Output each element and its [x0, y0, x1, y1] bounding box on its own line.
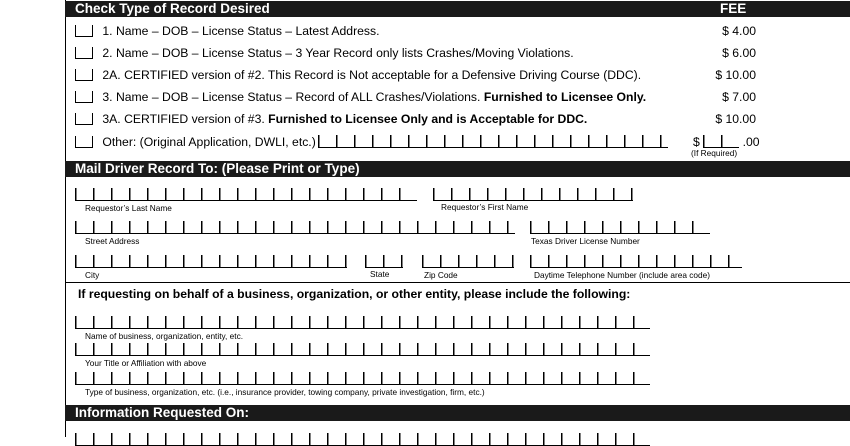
city-field[interactable]	[75, 255, 347, 268]
driver-license-label: Texas Driver License Number	[531, 236, 640, 246]
record-option-2a: 2A. CERTIFIED version of #2. This Record is Not acceptable for a Defensive Driving Course (DDC).	[75, 68, 641, 82]
record-option-3a-checkbox[interactable]	[75, 113, 93, 125]
record-option-other-checkbox[interactable]	[75, 136, 93, 148]
info-requested-title: Information Requested On:	[75, 405, 250, 420]
other-description-field[interactable]	[318, 135, 668, 148]
record-option-2a-fee: $ 10.00	[715, 68, 756, 82]
record-option-1-fee: $ 4.00	[722, 24, 756, 38]
record-option-3a-fee: $ 10.00	[715, 112, 756, 126]
phone-number-label: Daytime Telephone Number (include area code)	[534, 270, 711, 280]
first-name-label: Requestor’s First Name	[441, 202, 529, 212]
info-requested-field[interactable]	[75, 433, 650, 446]
business-type-label: Type of business, organization, etc. (i.e., insurance provider, towing company, private investigation, firm, etc.)	[85, 387, 485, 397]
other-label: Other: (Original Application, DWLI, etc.)	[102, 135, 316, 149]
last-name-field[interactable]	[75, 188, 417, 201]
street-address-field[interactable]	[75, 221, 515, 234]
record-option-2-checkbox[interactable]	[75, 47, 93, 59]
record-option-3: 3. Name – DOB – License Status – Record of ALL Crashes/Violations. Furnished to Licensee Only.	[75, 90, 646, 104]
business-note: If requesting on behalf of a business, organization, or other entity, please include the following:	[78, 287, 631, 301]
record-option-3-fee: $ 7.00	[722, 90, 756, 104]
info-requested-header	[65, 405, 850, 421]
title-affiliation-field[interactable]	[75, 343, 650, 356]
first-name-field[interactable]	[433, 188, 633, 201]
driver-license-field[interactable]	[530, 221, 710, 234]
business-name-field[interactable]	[75, 316, 650, 329]
other-fee-field[interactable]	[703, 135, 739, 148]
other-fee: $ .00	[693, 135, 760, 149]
record-option-3a: 3A. CERTIFIED version of #3. Furnished to Licensee Only and is Acceptable for DDC.	[75, 112, 587, 126]
street-address-label: Street Address	[85, 236, 140, 246]
record-option-1: 1. Name – DOB – License Status – Latest Address.	[75, 24, 379, 38]
business-type-field[interactable]	[75, 372, 650, 385]
check-record-header	[65, 1, 850, 17]
zip-code-label: Zip Code	[424, 270, 458, 280]
fee-column-header: FEE	[720, 1, 747, 16]
mail-record-title: Mail Driver Record To: (Please Print or Type)	[75, 161, 360, 176]
record-option-2: 2. Name – DOB – License Status – 3 Year Record only lists Crashes/Moving Violations.	[75, 46, 574, 60]
record-option-1-checkbox[interactable]	[75, 25, 93, 37]
if-required-note: (If Required)	[691, 148, 738, 158]
last-name-label: Requestor’s Last Name	[85, 203, 172, 213]
business-separator	[65, 282, 850, 283]
zip-code-field[interactable]	[422, 255, 514, 268]
business-name-label: Name of business, organization, entity, etc.	[85, 331, 244, 341]
mail-record-header	[65, 161, 850, 177]
record-option-other	[75, 135, 316, 149]
city-label: City	[85, 270, 100, 280]
record-option-2-fee: $ 6.00	[722, 46, 756, 60]
title-affiliation-label: Your Title or Affiliation with above	[85, 358, 207, 368]
check-record-title: Check Type of Record Desired	[75, 1, 270, 16]
state-label: State	[370, 269, 390, 279]
record-option-3-checkbox[interactable]	[75, 91, 93, 103]
state-field[interactable]	[365, 255, 403, 268]
phone-number-field[interactable]	[530, 255, 742, 268]
record-option-2a-checkbox[interactable]	[75, 69, 93, 81]
